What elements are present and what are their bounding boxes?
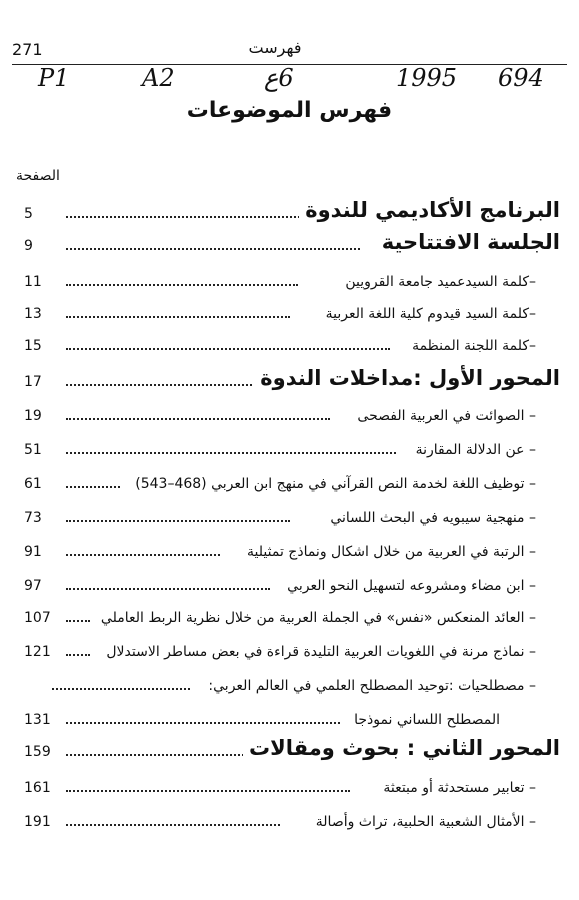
toc-entry-text: – العائد المنعكس «نفس» في الجملة العربية من خلال نظرية الربط العاملي — [95, 610, 536, 626]
toc-entry-text: – عن الدلالة المقارنة — [410, 442, 536, 458]
toc-entry — [12, 328, 560, 358]
toc-entry-text: – الرتبة في العربية من خلال اشكال ونماذج تمثيلية — [241, 544, 536, 560]
leader-dots — [66, 348, 390, 350]
leader-dots — [66, 554, 220, 556]
page-title: فهرس الموضوعات — [186, 98, 393, 123]
handwritten-note: A2 — [142, 64, 175, 92]
leader-dots — [66, 520, 290, 522]
toc-entry-text: – تعابير مستحدثة أو مبتعثة — [377, 780, 536, 796]
toc-section-heading: المحور الأول :مداخلات الندوة — [254, 366, 560, 390]
toc-entry-text: – نماذج مرنة في اللغويات العربية التليدة قراءة في بعض مساطر الاستدلال — [100, 644, 536, 660]
toc-page-number: 15 — [24, 338, 42, 354]
toc-page-number: 191 — [24, 814, 51, 830]
leader-dots — [66, 588, 270, 590]
toc-entry — [12, 296, 560, 326]
toc-entry — [12, 668, 560, 698]
toc-entry — [12, 398, 560, 428]
toc-section-heading: المحور الثاني : بحوث ومقالات — [243, 736, 560, 760]
handwritten-note: 1995 — [396, 64, 458, 92]
leader-dots — [66, 284, 298, 286]
toc-entry — [12, 432, 560, 462]
toc-entry-text: – الأمثال الشعبية الحلبية، تراث وأصالة — [310, 814, 536, 830]
toc-entry-text: –كلمة اللجنة المنظمة — [406, 338, 536, 354]
toc-page-number: 97 — [24, 578, 42, 594]
leader-dots — [52, 688, 190, 690]
toc-entry — [12, 804, 560, 834]
toc-entry-text: – الصوائت في العربية الفصحى — [351, 408, 536, 424]
toc-page-number: 91 — [24, 544, 42, 560]
toc-page-number: 121 — [24, 644, 51, 660]
toc-section-heading: الجلسة الافتتاحية — [376, 230, 560, 254]
leader-dots — [66, 722, 340, 724]
leader-dots — [66, 620, 90, 622]
toc-entry-text: – مصطلحيات :توحيد المصطلح العلمي في العالم العربي: — [202, 678, 536, 694]
toc-page-number: 159 — [24, 744, 51, 760]
handwritten-note: 694 — [498, 64, 544, 92]
handwritten-note: P1 — [38, 64, 70, 92]
handwritten-note: 6ع — [264, 64, 294, 92]
toc-page-number: 161 — [24, 780, 51, 796]
toc-entry — [12, 500, 560, 530]
toc-page-number: 13 — [24, 306, 42, 322]
toc-entry-text: المصطلح اللساني نموذجا — [348, 712, 500, 728]
toc-entry-text: –كلمة السيدعميد جامعة القرويين — [339, 274, 536, 290]
toc-page-number: 51 — [24, 442, 42, 458]
toc-entry — [12, 770, 560, 800]
page-number: 271 — [12, 40, 43, 59]
toc-page-number: 131 — [24, 712, 51, 728]
toc-entry — [12, 264, 560, 294]
toc-entry — [12, 228, 560, 258]
toc-entry-text: –كلمة السيد قيدوم كلية اللغة العربية — [320, 306, 536, 322]
toc-entry — [12, 600, 560, 630]
leader-dots — [66, 654, 90, 656]
toc-entry — [12, 534, 560, 564]
toc-entry — [12, 702, 560, 732]
toc-section-heading: البرنامج الأكاديمي للندوة — [299, 198, 560, 222]
leader-dots — [66, 452, 396, 454]
toc-entry-text: – منهجية سيبويه في البحث اللساني — [324, 510, 536, 526]
leader-dots — [66, 316, 290, 318]
toc-entry-text: – ابن مضاء ومشروعه لتسهيل النحو العربي — [281, 578, 536, 594]
leader-dots — [66, 824, 280, 826]
toc-entry-text: – توظيف اللغة لخدمة النص القرآني في منهج ابن العربي (468–543) — [129, 476, 536, 492]
toc-entry — [12, 734, 560, 764]
toc-entry — [12, 466, 560, 496]
toc-page-number: 17 — [24, 374, 42, 390]
leader-dots — [66, 486, 120, 488]
page-column-label: الصفحة — [16, 168, 60, 184]
toc-page-number: 73 — [24, 510, 42, 526]
toc-page-number: 11 — [24, 274, 42, 290]
toc-entry — [12, 634, 560, 664]
toc-entry — [12, 364, 560, 394]
toc-page-number: 5 — [24, 206, 33, 222]
running-head: فهرست — [248, 38, 302, 57]
toc-page-number: 19 — [24, 408, 42, 424]
leader-dots — [66, 248, 360, 250]
toc-page-number: 9 — [24, 238, 33, 254]
toc-page-number: 107 — [24, 610, 51, 626]
leader-dots — [66, 418, 330, 420]
toc-page-number: 61 — [24, 476, 42, 492]
toc-entry — [12, 568, 560, 598]
leader-dots — [66, 790, 350, 792]
toc-entry — [12, 196, 560, 226]
